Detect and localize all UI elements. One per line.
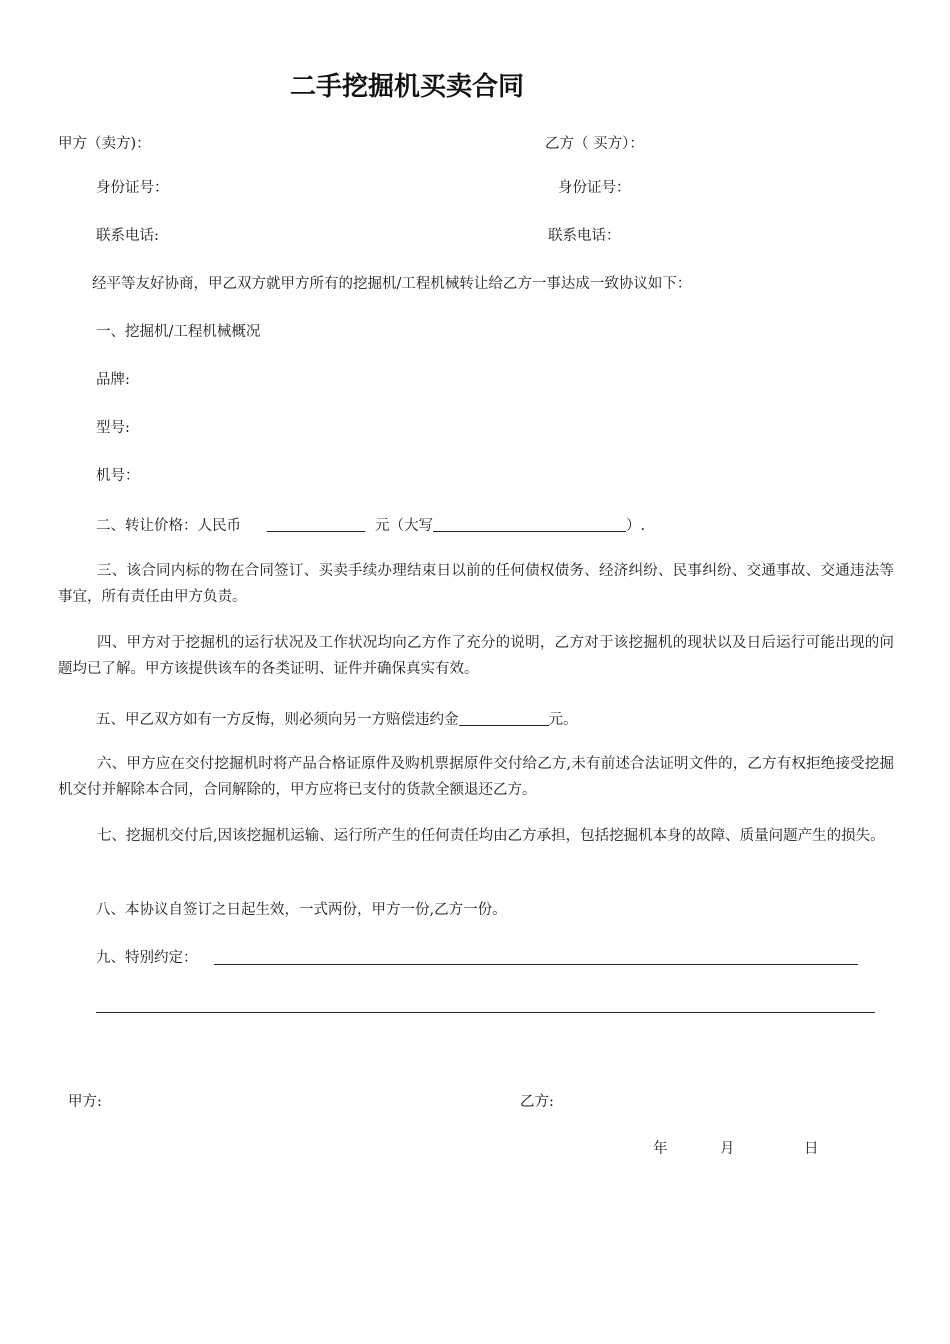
special-terms-line-1[interactable]	[214, 964, 858, 965]
signature-party-b: 乙方:	[520, 1094, 554, 1110]
section-5-penalty	[96, 710, 578, 728]
penalty-text: 五、甲乙双方如有一方反悔，则必须向另一方赔偿违约金	[96, 712, 459, 728]
signature-party-a: 甲方:	[68, 1094, 102, 1110]
section-8-paragraph: 八、本协议自签订之日起生效，一式两份，甲方一份,乙方一份。	[96, 902, 507, 918]
date-year: 年	[653, 1141, 668, 1157]
brand-label: 品牌:	[96, 372, 130, 388]
price-amount-blank[interactable]	[267, 516, 365, 532]
date-day: 日	[804, 1141, 819, 1157]
seller-id-label: 身份证号：	[96, 180, 169, 196]
buyer-phone-label: 联系电话：	[548, 228, 621, 244]
section-6-paragraph: 六、甲方应在交付挖掘机时将产品合格证原件及购机票据原件交付给乙方,未有前述合法证明文件的，乙方有权拒绝接受挖掘机交付并解除本合同，合同解除的，甲方应将已支付的货款全额退还乙方。	[58, 756, 894, 798]
document-title: 二手挖掘机买卖合同	[290, 72, 525, 102]
penalty-suffix: 元。	[548, 712, 578, 728]
price-unit: 元（大写	[375, 518, 433, 534]
intro-paragraph: 经平等友好协商，甲乙双方就甲方所有的挖掘机/工程机械转让给乙方一事达成一致协议如下：	[92, 276, 692, 292]
section-7-paragraph: 七、挖掘机交付后,因该挖掘机运输、运行所产生的任何责任均由乙方承担，包括挖掘机本身的故障、质量问题产生的损失。	[97, 828, 885, 844]
price-prefix: 二、转让价格：人民币	[96, 518, 241, 534]
section-2-price	[96, 516, 645, 534]
seller-phone-label: 联系电话:	[96, 228, 159, 244]
buyer-label: 乙方（ 买方）：	[545, 136, 644, 152]
section-9-label: 九、特别约定：	[96, 950, 198, 966]
buyer-id-label: 身份证号：	[558, 180, 631, 196]
date-month: 月	[720, 1141, 735, 1157]
penalty-amount-blank[interactable]	[459, 710, 549, 726]
special-terms-line-2[interactable]	[96, 1012, 875, 1013]
price-words-blank[interactable]	[433, 516, 626, 532]
section-1-heading: 一、挖掘机/工程机械概况	[96, 324, 261, 340]
seller-label: 甲方（卖方)：	[58, 136, 151, 152]
serial-label: 机号：	[96, 468, 140, 484]
model-label: 型号:	[96, 420, 130, 436]
price-suffix: ）.	[626, 518, 646, 534]
section-3-paragraph: 三、该合同内标的物在合同签订、买卖手续办理结束日以前的任何债权债务、经济纠纷、民事纠纷、交通事故、交通违法等事宜，所有责任由甲方负责。	[58, 563, 894, 605]
section-4-paragraph: 四、甲方对于挖掘机的运行状况及工作状况均向乙方作了充分的说明，乙方对于该挖掘机的现状以及日后运行可能出现的问题均已了解。甲方该提供该车的各类证明、证件并确保真实有效。	[58, 635, 894, 677]
